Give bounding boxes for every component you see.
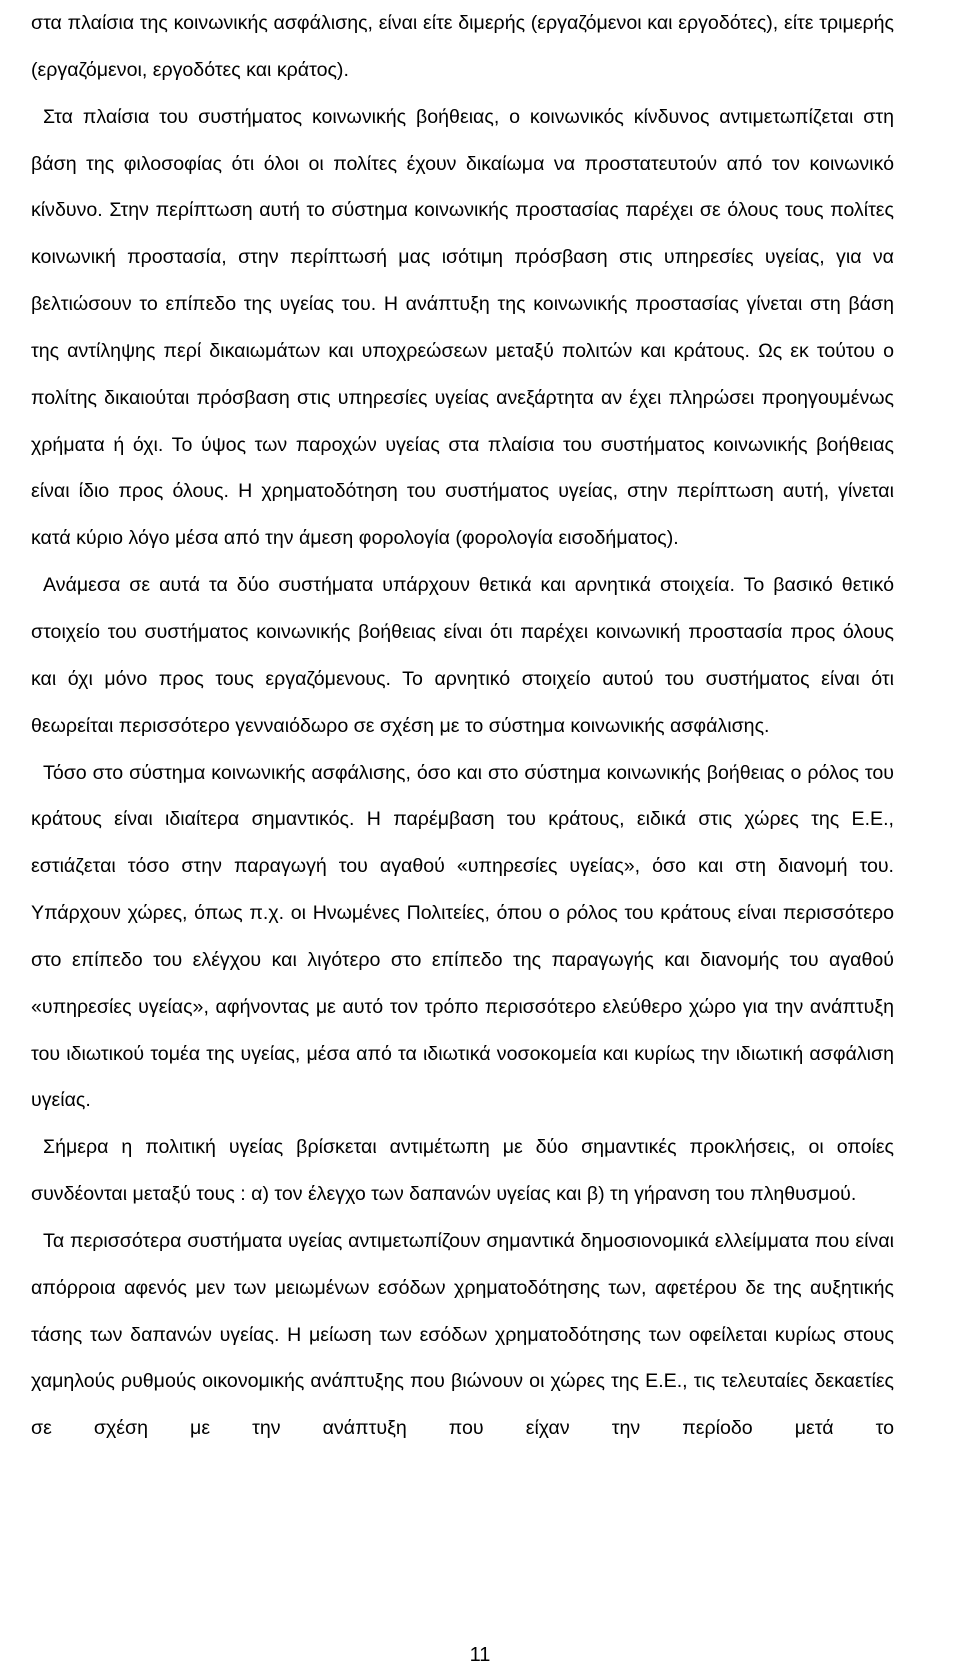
paragraph: Στα πλαίσια του συστήματος κοινωνικής βοήθειας, ο κοινωνικός κίνδυνος αντιμετωπίζεται στη βάση της φιλοσοφίας ότι όλοι οι πολίτες έχουν δικαίωμα να προστατευτούν από τον κοινωνικό κίνδυνο. Στην περίπτωση αυτή το σύστημα κοινωνικής προστασίας παρέχει σε όλους τους πολίτες κοινωνική προστασία, στην περίπτωσή μας ισότιμη πρόσβαση στις υπηρεσίες υγείας, για να βελτιώσουν το επίπεδο της υγείας του. Η ανάπτυξη της κοινωνικής προστασίας γίνεται στη βάση της αντίληψης περί δικαιωμάτων και υποχρεώσεων μεταξύ πολιτών και κράτους. Ως εκ τούτου ο πολίτης δικαιούται πρόσβαση στις υπηρεσίες υγείας ανεξάρτητα αν έχει πληρώσει προηγουμένως χρήματα ή όχι. Το ύψος των παροχών υγείας στα πλαίσια του συστήματος κοινωνικής βοήθειας είναι ίδιο προς όλους. Η χρηματοδότηση του συστήματος υγείας, στην περίπτωση αυτή, γίνεται κατά κύριο λόγο μέσα από την άμεση φορολογία (φορολογία εισοδήματος). [31, 105, 894, 550]
paragraph-last: Τα περισσότερα συστήματα υγείας αντιμετωπίζουν σημαντικά δημοσιονομικά ελλείμματα που είναι απόρροια αφενός μεν των μειωμένων εσόδων χρηματοδότησης των, αφετέρου δε της αυξητικής τάσης των δαπανών υγείας. Η μείωση των εσόδων χρηματοδότησης των οφείλεται κυρίως στους χαμηλούς ρυθμούς οικονομικής ανάπτυξης που βιώνουν οι χώρες της Ε.Ε., τις τελευταίες δεκαετίες σε σχέση με την ανάπτυξη που είχαν την περίοδο μετά το [31, 1229, 894, 1440]
paragraph: Ανάμεσα σε αυτά τα δύο συστήματα υπάρχουν θετικά και αρνητικά στοιχεία. Το βασικό θετικό στοιχείο του συστήματος κοινωνικής βοήθειας είναι ότι παρέχει κοινωνική προστασία προς όλους και όχι μόνο προς τους εργαζόμενους. Το αρνητικό στοιχείο αυτού του συστήματος είναι ότι θεωρείται περισσότερο γενναιόδωρο σε σχέση με το σύστημα κοινωνικής ασφάλισης. [31, 574, 894, 737]
body-text [31, 0, 894, 1452]
paragraph: στα πλαίσια της κοινωνικής ασφάλισης, είναι είτε διμερής (εργαζόμενοι και εργοδότες), είτε τριμερής (εργαζόμενοι, εργοδότες και κράτος). [31, 12, 894, 81]
paragraph: Τόσο στο σύστημα κοινωνικής ασφάλισης, όσο και στο σύστημα κοινωνικής βοήθειας ο ρόλος του κράτους είναι ιδιαίτερα σημαντικός. Η παρέμβαση του κράτους, ειδικά στις χώρες της Ε.Ε., εστιάζεται τόσο στην παραγωγή του αγαθού «υπηρεσίες υγείας», όσο και στη διανομή του. Υπάρχουν χώρες, όπως π.χ. οι Ηνωμένες Πολιτείες, όπου ο ρόλος του κράτους είναι περισσότερο στο επίπεδο του ελέγχου και λιγότερο στο επίπεδο της παραγωγής και διανομής του αγαθού «υπηρεσίες υγείας», αφήνοντας με αυτό τον τρόπο περισσότερο ελεύθερο χώρο για την ανάπτυξη του ιδιωτικού τομέα της υγείας, μέσα από τα ιδιωτικά νοσοκομεία και κυρίως την ιδιωτική ασφάλιση υγείας. [31, 761, 894, 1112]
page-number: 11 [469, 1644, 491, 1666]
paragraph: Σήμερα η πολιτική υγείας βρίσκεται αντιμέτωπη με δύο σημαντικές προκλήσεις, οι οποίες συνδέονται μεταξύ τους : α) τον έλεγχο των δαπανών υγείας και β) τη γήρανση του πληθυσμού. [31, 1136, 894, 1206]
